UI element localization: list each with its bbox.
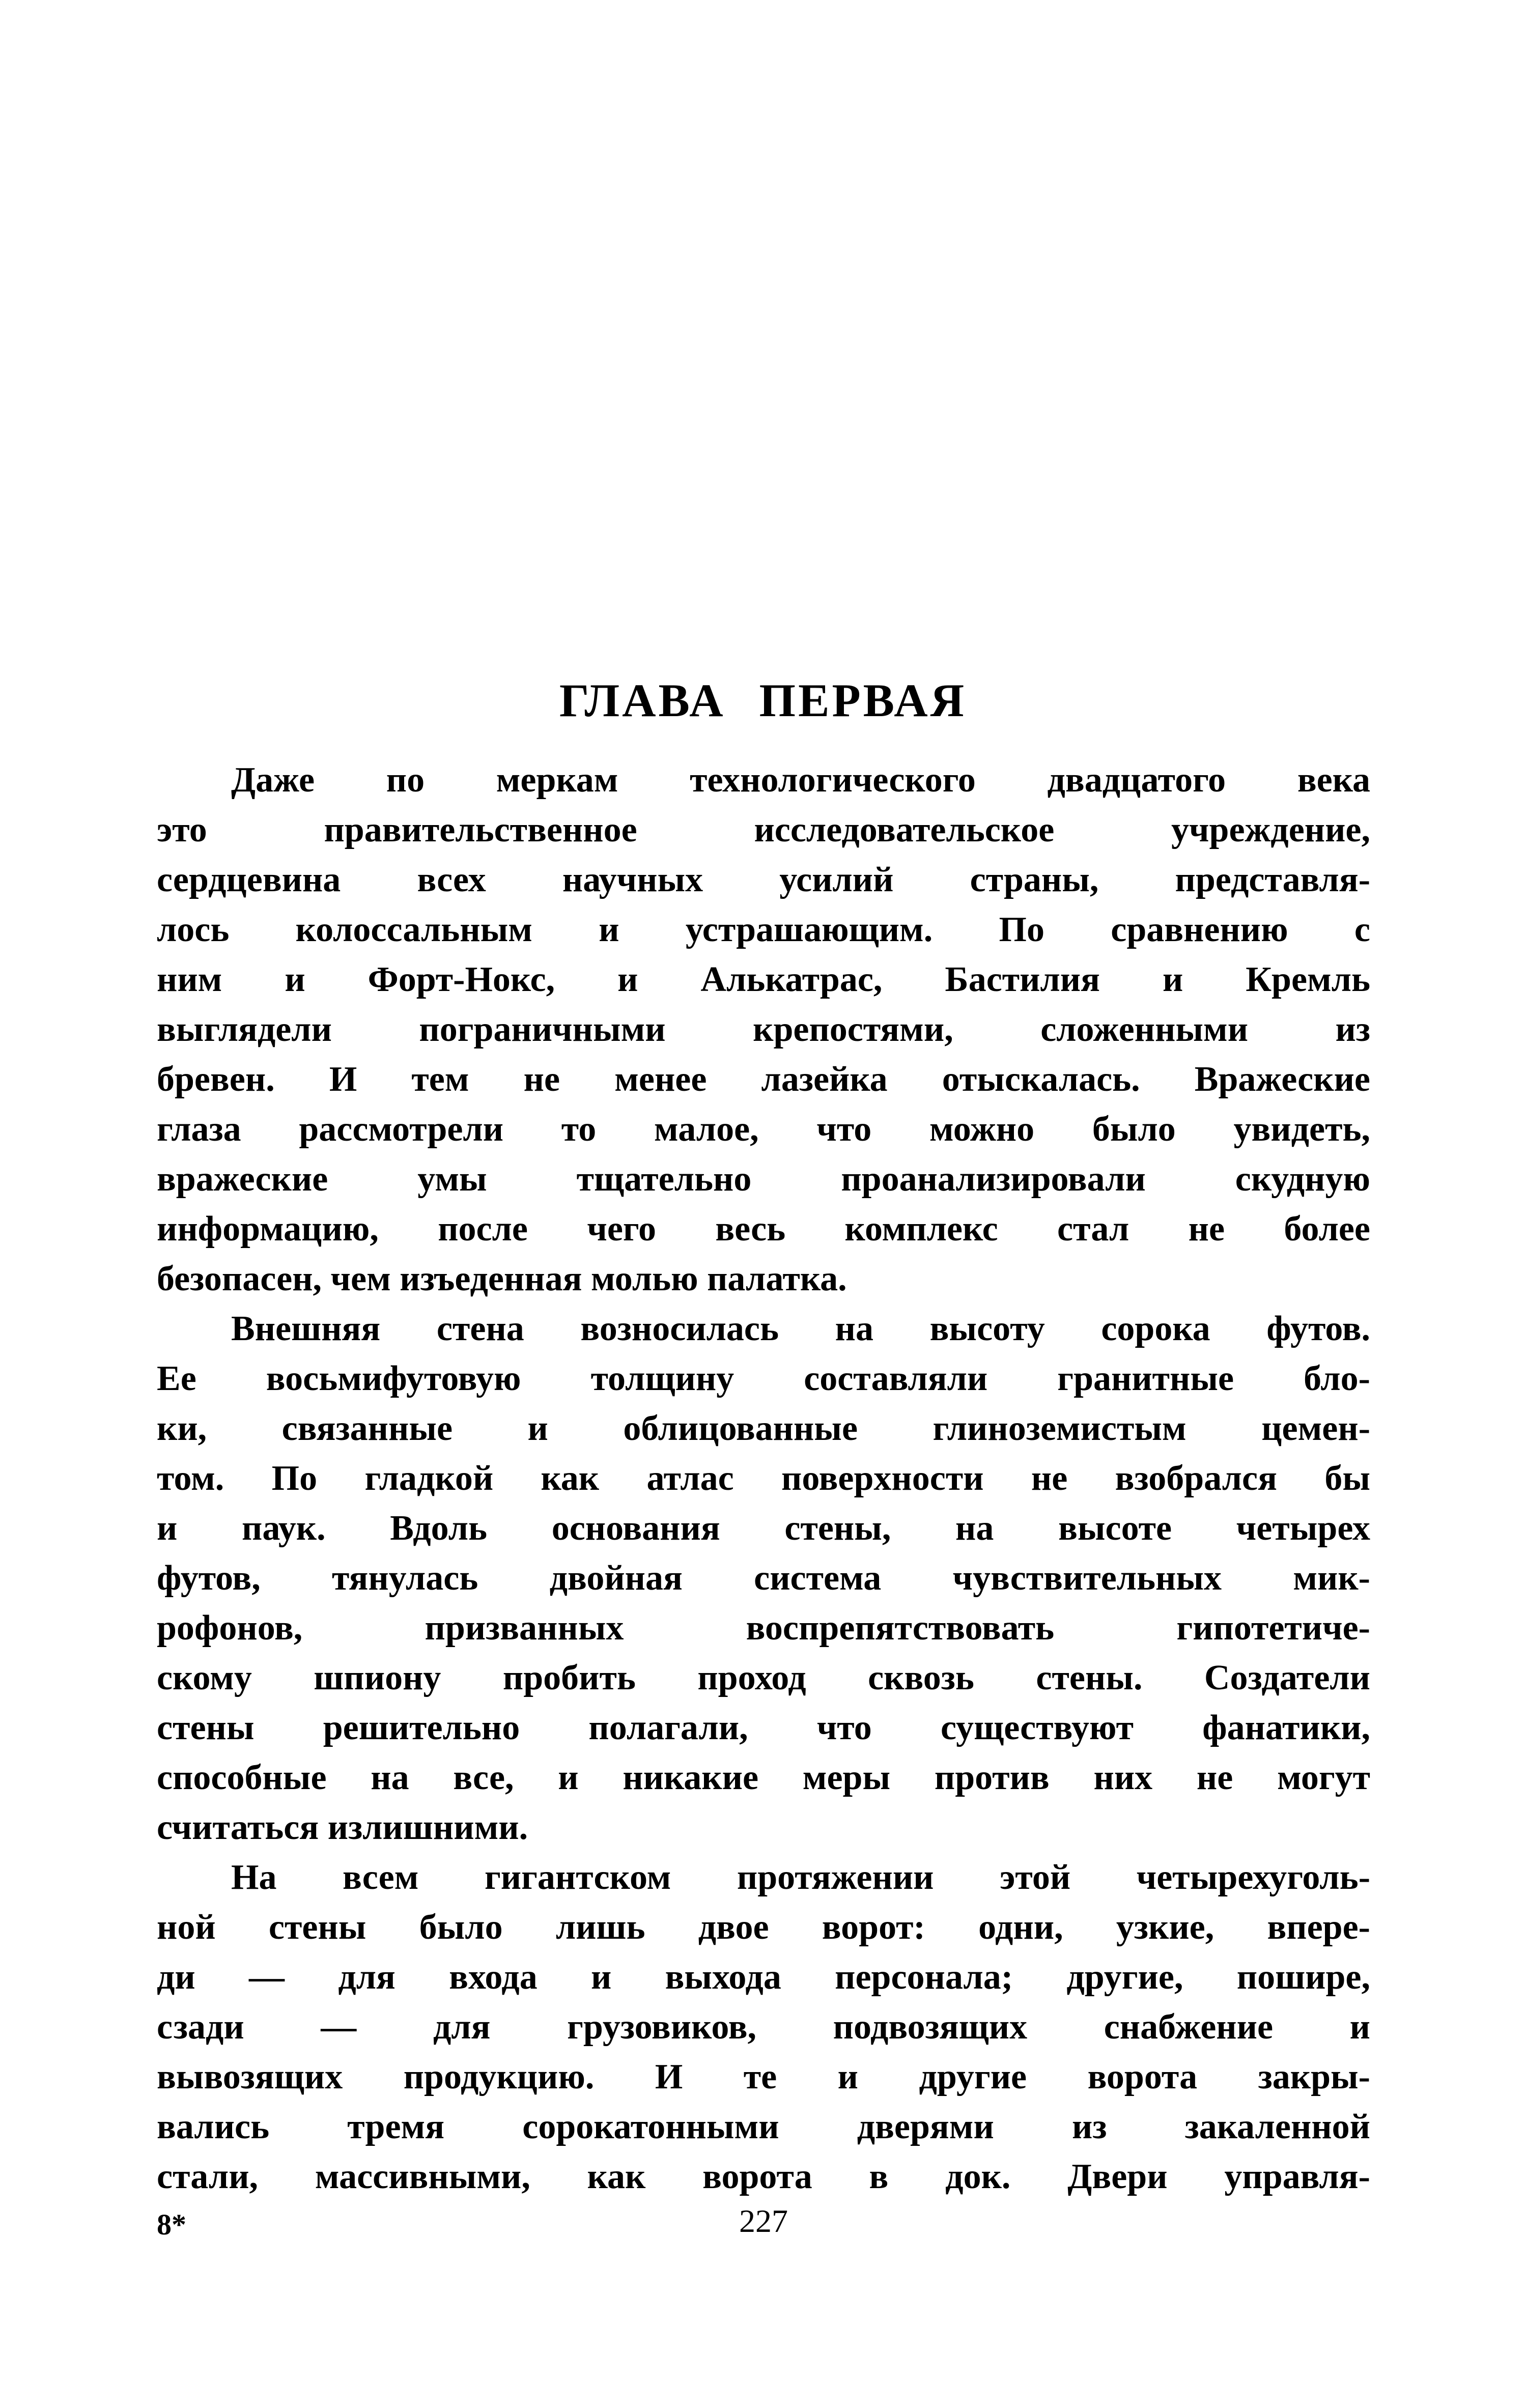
text-line: сзади — для грузовиков, подвозящих снабжение и [157, 2007, 1370, 2047]
text-line: это правительственное исследовательское учреждение, [157, 810, 1370, 849]
text-line: ди — для входа и выхода персонала; другие, пошире, [157, 1958, 1370, 1997]
text-line: футов, тянулась двойная система чувствительных мик- [157, 1559, 1370, 1598]
page-footer [157, 2205, 1370, 2251]
text-line: стали, массивными, как ворота в док. Двери управля- [157, 2157, 1370, 2196]
text-line: сердцевина всех научных усилий страны, представля- [157, 860, 1370, 899]
text-line: Ее восьмифутовую толщину составляли гранитные бло- [157, 1359, 1370, 1398]
text-line: информацию, после чего весь комплекс стал не более [157, 1209, 1370, 1249]
text-line: скому шпиону пробить проход сквозь стены. Создатели [157, 1658, 1370, 1697]
text-line: том. По гладкой как атлас поверхности не взобрался бы [157, 1459, 1370, 1498]
text-line: способные на все, и никакие меры против них не могут [157, 1758, 1370, 1797]
text-line: Даже по меркам технологического двадцатого века [231, 760, 1370, 800]
text-line: и паук. Вдоль основания стены, на высоте четырех [157, 1509, 1370, 1548]
text-line: безопасен, чем изъеденная молью палатка. [157, 1259, 847, 1298]
text-line: глаза рассмотрели то малое, что можно было увидеть, [157, 1110, 1370, 1149]
text-line: считаться излишними. [157, 1808, 528, 1847]
text-line: вражеские умы тщательно проанализировали скудную [157, 1159, 1370, 1199]
text-line: На всем гигантском протяжении этой четырехуголь- [231, 1858, 1370, 1897]
text-line: ки, связанные и облицованные глиноземистым цемен- [157, 1409, 1370, 1448]
chapter-heading: ГЛАВА ПЕРВАЯ [559, 674, 967, 726]
signature-mark: 8* [157, 2208, 186, 2241]
body-text [157, 755, 1370, 2202]
text-line: вались тремя сорокатонными дверями из закаленной [157, 2107, 1370, 2146]
text-line: лось колоссальным и устрашающим. По сравнению с [157, 910, 1370, 949]
text-line: ной стены было лишь двое ворот: одни, узкие, впере- [157, 1908, 1370, 1947]
text-line: рофонов, призванных воспрепятствовать гипотетиче- [157, 1608, 1370, 1648]
page-number: 227 [739, 2203, 788, 2239]
text-line: вывозящих продукцию. И те и другие ворота закры- [157, 2057, 1370, 2097]
text-line: ним и Форт-Нокс, и Алькатрас, Бастилия и Кремль [157, 960, 1370, 999]
text-line: Внешняя стена возносилась на высоту сорока футов. [231, 1309, 1370, 1348]
text-line: бревен. И тем не менее лазейка отыскалась. Вражеские [157, 1060, 1370, 1099]
text-line: стены решительно полагали, что существуют фанатики, [157, 1708, 1370, 1747]
text-line: выглядели пограничными крепостями, сложенными из [157, 1010, 1370, 1049]
